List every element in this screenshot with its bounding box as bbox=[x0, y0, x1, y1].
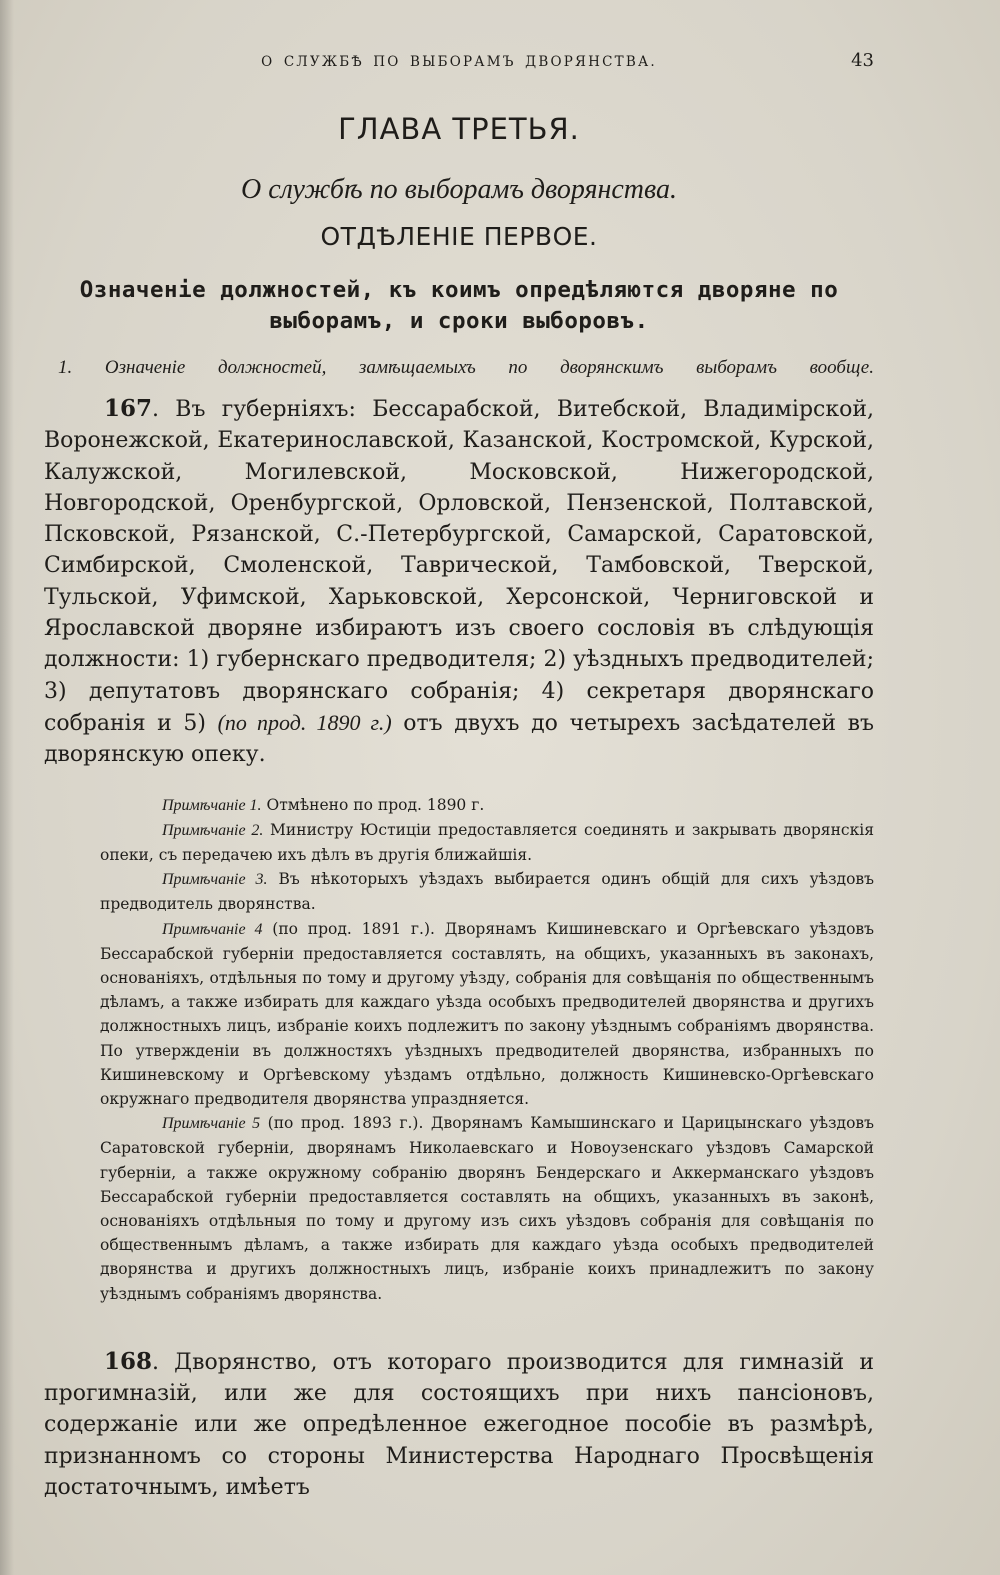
note-3 bbox=[100, 867, 874, 916]
running-head bbox=[44, 48, 874, 78]
note-4 bbox=[100, 917, 874, 1112]
article-167 bbox=[44, 393, 874, 771]
note-text: Отмѣнено по прод. 1890 г. bbox=[261, 795, 485, 814]
note-label: Примѣчаніе 5 bbox=[162, 1115, 261, 1133]
note-label: Примѣчаніе 2. bbox=[162, 821, 264, 839]
note-2 bbox=[100, 818, 874, 867]
note-1 bbox=[100, 793, 874, 818]
article-number: 168 bbox=[104, 1347, 153, 1375]
page-edge-shadow bbox=[0, 0, 14, 1575]
page-content bbox=[44, 48, 874, 1525]
page-number: 43 bbox=[851, 50, 874, 71]
chapter-title: ГЛАВА ТРЕТЬЯ. bbox=[338, 112, 580, 146]
chapter-subtitle: О службѣ по выборамъ дворянства. bbox=[241, 174, 677, 205]
note-label: Примѣчаніе 1. bbox=[162, 796, 262, 814]
article-reference: (по прод. 1890 г.) bbox=[217, 709, 392, 735]
section-title: ОТДѢЛЕНІЕ ПЕРВОЕ. bbox=[320, 222, 598, 251]
note-label: Примѣчаніе 3. bbox=[162, 871, 268, 889]
note-label: Примѣчаніе 4 bbox=[162, 920, 263, 938]
note-5 bbox=[100, 1111, 874, 1306]
note-text: (по прод. 1891 г.). Дворянамъ Кишиневскаго и Оргѣевскаго уѣздовъ Бессарабской губерніи предоставляется составлять, на общихъ, указанныхъ въ законахъ, основаніяхъ, отдѣльныя по тому и другому уѣзду, собранія для совѣщанія по общественнымъ дѣламъ, а также избирать для каждаго уѣзда особыхъ предводителей дворянства и другихъ должностныхъ лицъ, избраніе коихъ подлежитъ по закону уѣзднымъ собраніямъ дворянства. По утвержденіи въ должностяхъ уѣздныхъ предводителей дворянства, избранныхъ по Кишиневскому и Оргѣевскому уѣздамъ отдѣльно, должность Кишиневско-Оргѣевскаго окружнаго предводителя дворянства упраздняется. bbox=[100, 919, 874, 1108]
article-text: . Дворянство, отъ котораго производится для гимназій и прогимназій, или же для состоящихъ при нихъ пансіоновъ, содержаніе или же опредѣленное ежегодное пособіе въ размѣрѣ, признанномъ со стороны Министерства Народнаго Просвѣщенія достаточнымъ, имѣетъ bbox=[44, 1349, 874, 1501]
article-168 bbox=[44, 1346, 874, 1503]
notes-block bbox=[44, 793, 874, 1306]
note-text: Министру Юстиціи предоставляется соединять и закрывать дворянскія опеки, съ передачею ихъ дѣлъ въ другія ближайшія. bbox=[100, 820, 875, 864]
article-number: 167 bbox=[104, 395, 153, 422]
running-head-title: О СЛУЖБѢ ПО ВЫБОРАМЪ ДВОРЯНСТВА. bbox=[261, 54, 657, 70]
note-text: Въ нѣкоторыхъ уѣздахъ выбирается одинъ общій для сихъ уѣздовъ предводитель дворянства. bbox=[100, 870, 874, 914]
article-text-end: отъ двухъ до четырехъ засѣдателей въ дворянскую опеку. bbox=[44, 710, 874, 768]
note-text: (по прод. 1893 г.). Дворянамъ Камышинскаго и Царицынскаго уѣздовъ Саратовской губерніи, дворянамъ Николаевскаго и Новоузенскаго уѣздовъ Самарской губерніи, а также окружному собранію дворянъ Бендерскаго и Аккерманскаго уѣздовъ Бессарабской губерніи предоставляется составлять на общихъ, указанныхъ въ законѣ, основаніяхъ отдѣльныя по тому и другому изъ сихъ уѣздовъ собранія для совѣщанія по общественнымъ дѣламъ, а также избирать для каждаго уѣзда особыхъ предводителей дворянства и другихъ должностныхъ лицъ, избраніе коихъ принадлежитъ по закону уѣзднымъ собраніямъ дворянства. bbox=[100, 1114, 874, 1303]
subsection-title: 1. Означеніе должностей, замѣщаемыхъ по дворянскимъ выборамъ вообще. bbox=[58, 357, 874, 378]
article-text: . Въ губерніяхъ: Бессарабской, Витебской, Владимірской, Воронежской, Екатеринославской, Казанской, Костромской, Курской, Калужской, Могилевской, Московской, Нижегородской, Новгородской, Оренбургской, Орловской, Пензенской, Полтавской, Псковской, Рязанской, С.-Петербургской, Самарской, Саратовской, Симбирской, Смоленской, Таврической, Тамбовской, Тверской, Тульской, Уфимской, Харьковской, Херсонской, Черниговской и Ярославской дворяне избираютъ изъ своего сословія въ слѣдующія должности: 1) губернскаго предводителя; 2) уѣздныхъ предводителей; 3) депутатовъ дворянскаго собранія; 4) секретаря дворянскаго собранія и 5) bbox=[44, 397, 874, 736]
topic-heading: Означеніе должностей, къ коимъ опредѣляются дворяне по выборамъ, и сроки выборовъ. bbox=[79, 277, 839, 334]
